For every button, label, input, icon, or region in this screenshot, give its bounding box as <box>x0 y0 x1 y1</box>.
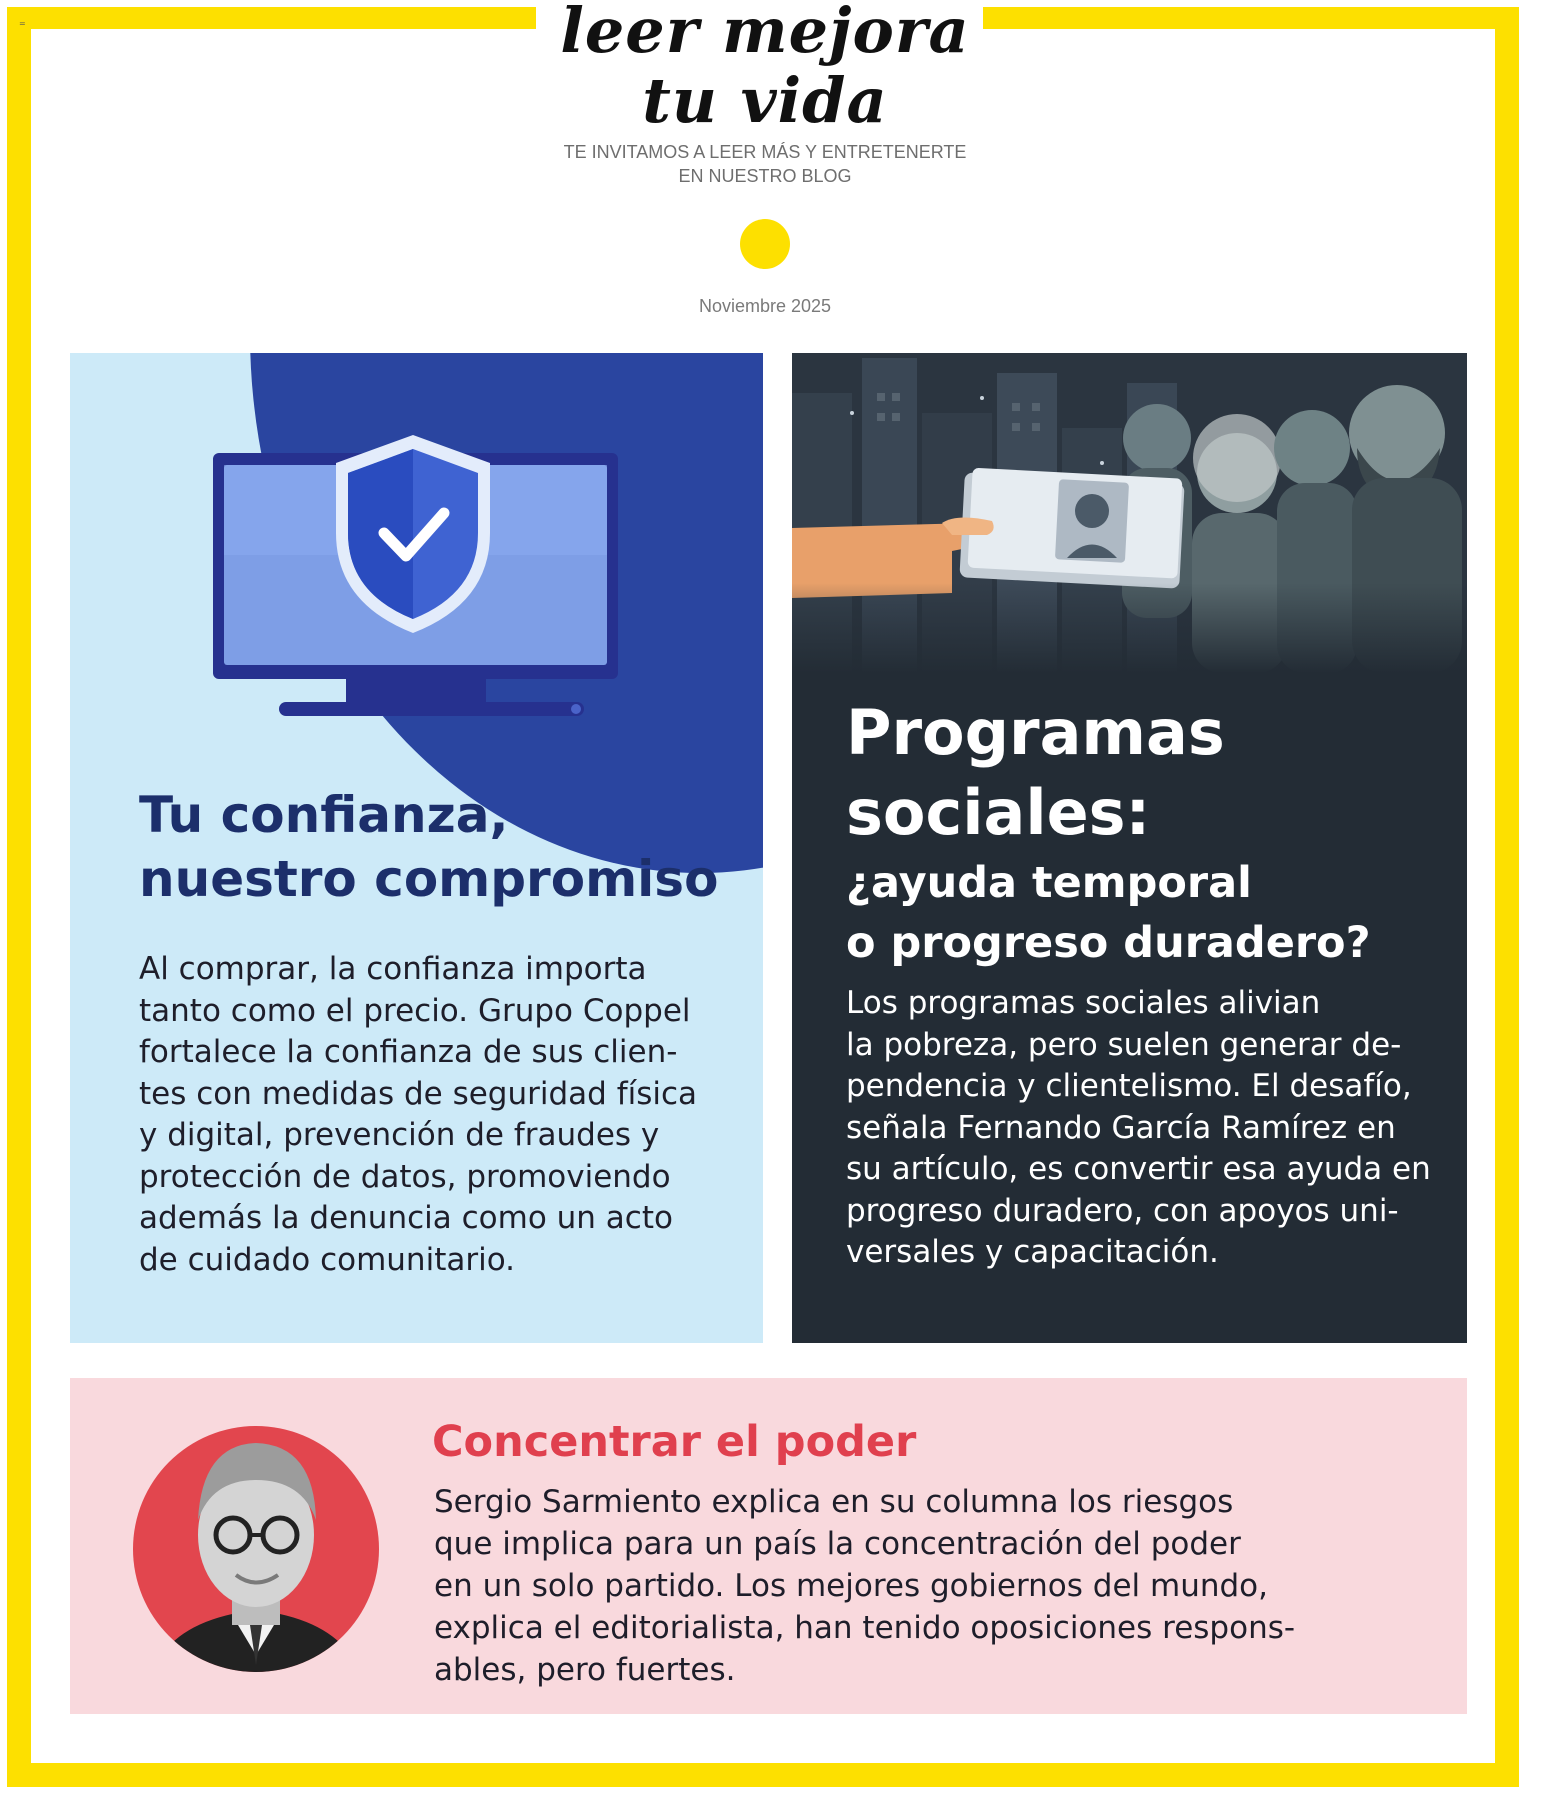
author-portrait <box>132 1425 380 1673</box>
article-body-power <box>434 1481 1394 1691</box>
article-title-line: nuestro compromiso <box>139 850 719 908</box>
corner-mark: = <box>19 19 26 28</box>
article-subtitle-social <box>846 853 1446 973</box>
article-body-line: la pobreza, pero suelen generar de- <box>846 1026 1402 1063</box>
article-body-line: protección de datos, promoviendo <box>139 1158 671 1195</box>
article-body-security <box>139 949 739 1281</box>
article-body-line: y digital, prevención de fraudes y <box>139 1117 660 1153</box>
monitor-shield-check-icon <box>70 353 763 773</box>
article-subtitle-line: o progreso duradero? <box>846 918 1371 968</box>
frame-right <box>1495 7 1519 1787</box>
article-body-line: tes con medidas de seguridad física <box>139 1075 698 1112</box>
article-title-line: sociales: <box>846 776 1151 849</box>
article-body-line: versales y capacitación. <box>846 1234 1219 1270</box>
article-title-line: Tu confianza, <box>139 786 509 844</box>
article-body-line: de cuidado comunitario. <box>139 1241 515 1278</box>
frame-left <box>7 7 31 1787</box>
article-body-line: pendencia y clientelismo. El desafío, <box>846 1068 1412 1104</box>
issue-date: Noviembre 2025 <box>698 296 832 316</box>
decorative-dot <box>740 219 790 269</box>
frame-top-right <box>983 7 1519 29</box>
article-body-line: su artículo, es convertir esa ayuda en <box>846 1151 1431 1187</box>
page-subtitle <box>505 140 1025 188</box>
article-subtitle-line: ¿ayuda temporal <box>846 858 1252 908</box>
article-body-line: ables, pero fuertes. <box>434 1652 736 1688</box>
article-body-line: explica el editorialista, han tenido oposiciones respons- <box>434 1610 1296 1646</box>
article-body-line: que implica para un país la concentración del poder <box>434 1526 1241 1562</box>
page-title <box>505 0 1025 136</box>
page-title-line-2: tu vida <box>642 64 888 137</box>
article-body-line: Al comprar, la confianza importa <box>139 951 647 987</box>
article-body-line: en un solo partido. Los mejores gobiernos del mundo, <box>434 1568 1268 1604</box>
article-body-line: señala Fernando García Ramírez en <box>846 1109 1396 1146</box>
article-body-line: Los programas sociales alivian <box>846 985 1321 1021</box>
page-subtitle-line-1: TE INVITAMOS A LEER MÁS Y ENTRETENERTE <box>563 142 967 162</box>
article-body-line: Sergio Sarmiento explica en su columna los riesgos <box>434 1484 1234 1520</box>
article-title-power: Concentrar el poder <box>432 1417 917 1467</box>
article-card-social[interactable] <box>792 353 1467 1343</box>
article-body-line: además la denuncia como un acto <box>139 1200 673 1236</box>
page-title-line-1: leer mejora <box>560 0 970 67</box>
article-body-line: fortalece la confianza de sus clien- <box>139 1034 678 1070</box>
article-title-line: Programas <box>846 696 1225 769</box>
article-card-power[interactable] <box>70 1378 1467 1714</box>
article-title-security <box>139 783 749 911</box>
frame-bottom <box>7 1763 1519 1787</box>
hand-giving-money-crowd-illustration <box>792 353 1467 673</box>
article-body-line: tanto como el precio. Grupo Coppel <box>139 992 691 1029</box>
article-title-social <box>846 693 1446 853</box>
article-card-security[interactable] <box>70 353 763 1343</box>
article-body-line: progreso duradero, con apoyos uni- <box>846 1192 1399 1229</box>
frame-top-left <box>7 7 536 29</box>
page-subtitle-line-2: EN NUESTRO BLOG <box>678 166 852 186</box>
article-body-social <box>846 983 1456 1274</box>
